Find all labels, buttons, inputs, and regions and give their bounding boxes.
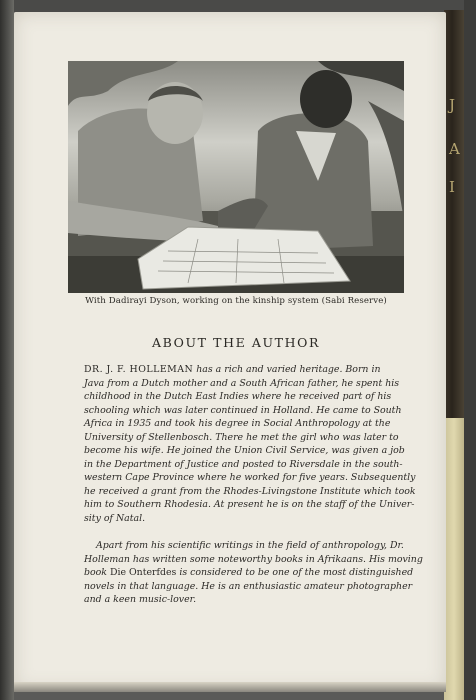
bio-line: schooling which was later continued in Holland. He came to South (84, 404, 402, 416)
photo-caption: With Dadirayi Dyson, working on the kinship system (Sabi Reserve) (85, 296, 387, 306)
bio-line: Apart from his scientific writings in the field of anthropology, Dr. (96, 540, 404, 551)
bio-line: Holleman has written some noteworthy books in Afrikaans. His moving (84, 553, 423, 565)
spine-letter: I (449, 178, 455, 196)
spine-letter: A (449, 140, 460, 158)
spine-letter: J (449, 96, 456, 114)
bio-line: him to Southern Rhodesia. At present he is on the staff of the Univer- (84, 499, 415, 511)
author-bio-paragraph (84, 363, 414, 526)
person-right-head (300, 70, 352, 128)
bio-line: DR. J. F. HOLLEMAN has a rich and varied heritage. Born in (84, 364, 381, 375)
bio-line: in the Department of Justice and posted to Riversdale in the south- (84, 458, 403, 470)
bio-line: sity of Natal. (84, 513, 146, 525)
bio-line: childhood in the Dutch East Indies where he received part of his (84, 391, 392, 403)
bio-line: and a keen music-lover. (84, 594, 197, 606)
bio-line: Africa in 1935 and took his degree in Social Anthropology at the (84, 418, 391, 430)
bio-line: University of Stellenbosch. There he met the girl who was later to (84, 431, 399, 443)
left-shadow (0, 0, 14, 700)
book-title: Die Onterfdes (109, 567, 177, 579)
author-name: DR. J. F. HOLLEMAN (84, 364, 194, 375)
background (0, 0, 476, 12)
author-books-paragraph (84, 539, 423, 607)
bio-line: he received a grant from the Rhodes-Livingstone Institute which took (84, 485, 416, 497)
bio-line: Java from a Dutch mother and a South African father, he spent his (84, 377, 400, 389)
book-spine-lower (444, 418, 464, 700)
cover-fold (14, 682, 446, 692)
bio-line: become his wife. He joined the Union Civil Service, was given a job (84, 445, 405, 457)
section-heading: ABOUT THE AUTHOR (152, 335, 320, 350)
author-photo (68, 61, 404, 293)
bio-line: novels in that language. He is an enthusiastic amateur photographer (84, 580, 413, 592)
bio-line: western Cape Province where he worked for five years. Subsequently (84, 472, 416, 484)
author-photo-illustration (68, 61, 404, 293)
bio-line: book Die Onterfdes is considered to be one of the most distinguished (84, 567, 414, 579)
right-edge (464, 0, 476, 700)
